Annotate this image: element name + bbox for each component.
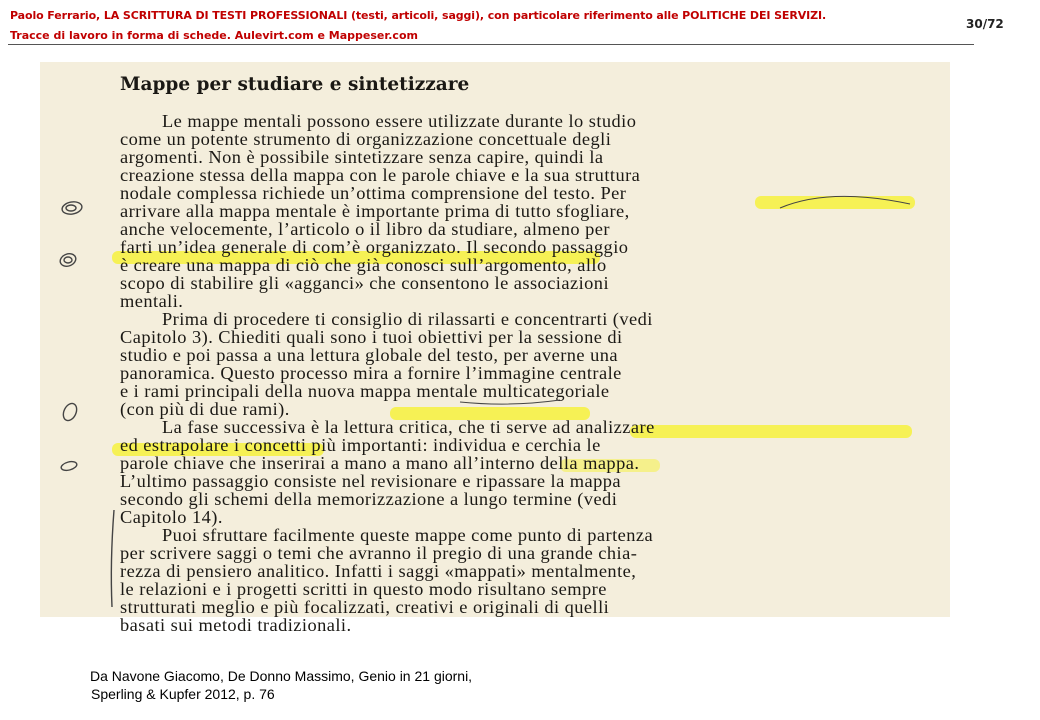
text-line: Capitolo 14). (120, 507, 223, 527)
text-line: farti un’idea generale di com’è organizzato. Il secondo passaggio (120, 237, 629, 257)
scanned-book-page (40, 62, 950, 635)
pencil-margin-marks (40, 62, 950, 617)
text-line: è creare una mappa di ciò che già conosci sull’argomento, allo (120, 255, 607, 275)
text-line: argomenti. Non è possibile sintetizzare senza capire, quindi la (120, 147, 604, 167)
page-number: 30/72 (966, 17, 1004, 31)
header-divider (8, 44, 974, 45)
text-line: rezza di pensiero analitico. Infatti i saggi «mappati» mentalmente, (120, 561, 637, 581)
text-line: basati sui metodi tradizionali. (120, 615, 352, 635)
citation-line-2: Sperling & Kupfer 2012, p. 76 (91, 686, 275, 702)
text-line: arrivare alla mappa mentale è importante prima di tutto sfogliare, (120, 201, 630, 221)
text-line: L’ultimo passaggio consiste nel revisionare e ripassare la mappa (120, 471, 622, 491)
text-line: Le mappe mentali possono essere utilizzate durante lo studio (162, 111, 637, 131)
text-line: Prima di procedere ti consiglio di rilassarti e concentrarti (vedi (162, 309, 653, 329)
text-line: Puoi sfruttare facilmente queste mappe come punto di partenza (162, 525, 654, 545)
pencil-bracket-line (111, 510, 114, 607)
scan-title: Mappe per studiare e sintetizzare (120, 74, 470, 95)
text-line: secondo gli schemi della memorizzazione a lungo termine (vedi (120, 489, 618, 509)
text-line: parole chiave che inserirai a mano a mano all’interno della mappa. (120, 453, 640, 473)
text-line: per scrivere saggi o temi che avranno il pregio di una grande chia- (120, 543, 638, 563)
text-line: (con più di due rami). (120, 399, 290, 419)
document-header-title: Paolo Ferrario, LA SCRITTURA DI TESTI PROFESSIONALI (testi, articoli, saggi), con particolare riferimento alle POLITICHE DEI SERVIZI. (10, 9, 827, 22)
text-line: e i rami principali della nuova mappa mentale multicategoriale (120, 381, 610, 401)
text-line: come un potente strumento di organizzazione concettuale degli (120, 129, 612, 149)
citation-line-1: Da Navone Giacomo, De Donno Massimo, Genio in 21 giorni, (90, 668, 473, 684)
text-line: anche velocemente, l’articolo o il libro da studiare, almeno per (120, 219, 610, 239)
text-line: panoramica. Questo processo mira a fornire l’immagine centrale (120, 363, 622, 383)
source-citation (90, 667, 472, 703)
document-header-subtitle: Tracce di lavoro in forma di schede. Aulevirt.com e Mappeser.com (10, 29, 418, 42)
pencil-scribble-icon (61, 200, 83, 215)
text-line: creazione stessa della mappa con le parole chiave e la sua struttura (120, 165, 641, 185)
text-line: scopo di stabilire gli «agganci» che consentono le associazioni (120, 273, 610, 293)
pencil-scribble-icon (60, 460, 78, 472)
text-line: La fase successiva è la lettura critica, che ti serve ad analizzare (162, 417, 655, 437)
text-line: strutturati meglio e più focalizzati, creativi e originali di quelli (120, 597, 610, 617)
text-line: ed estrapolare i concetti più importanti: individua e cerchia le (120, 435, 601, 455)
pencil-scribble-icon (61, 401, 79, 422)
text-line: mentali. (120, 291, 184, 311)
text-line: Capitolo 3). Chiediti quali sono i tuoi obiettivi per la sessione di (120, 327, 623, 347)
pencil-scribble-icon (58, 252, 77, 269)
text-line: nodale complessa richiede un’ottima comprensione del testo. Per (120, 183, 627, 203)
text-line: le relazioni e i progetti scritti in questo modo risultano sempre (120, 579, 607, 599)
text-line: studio e poi passa a una lettura globale del testo, per averne una (120, 345, 618, 365)
